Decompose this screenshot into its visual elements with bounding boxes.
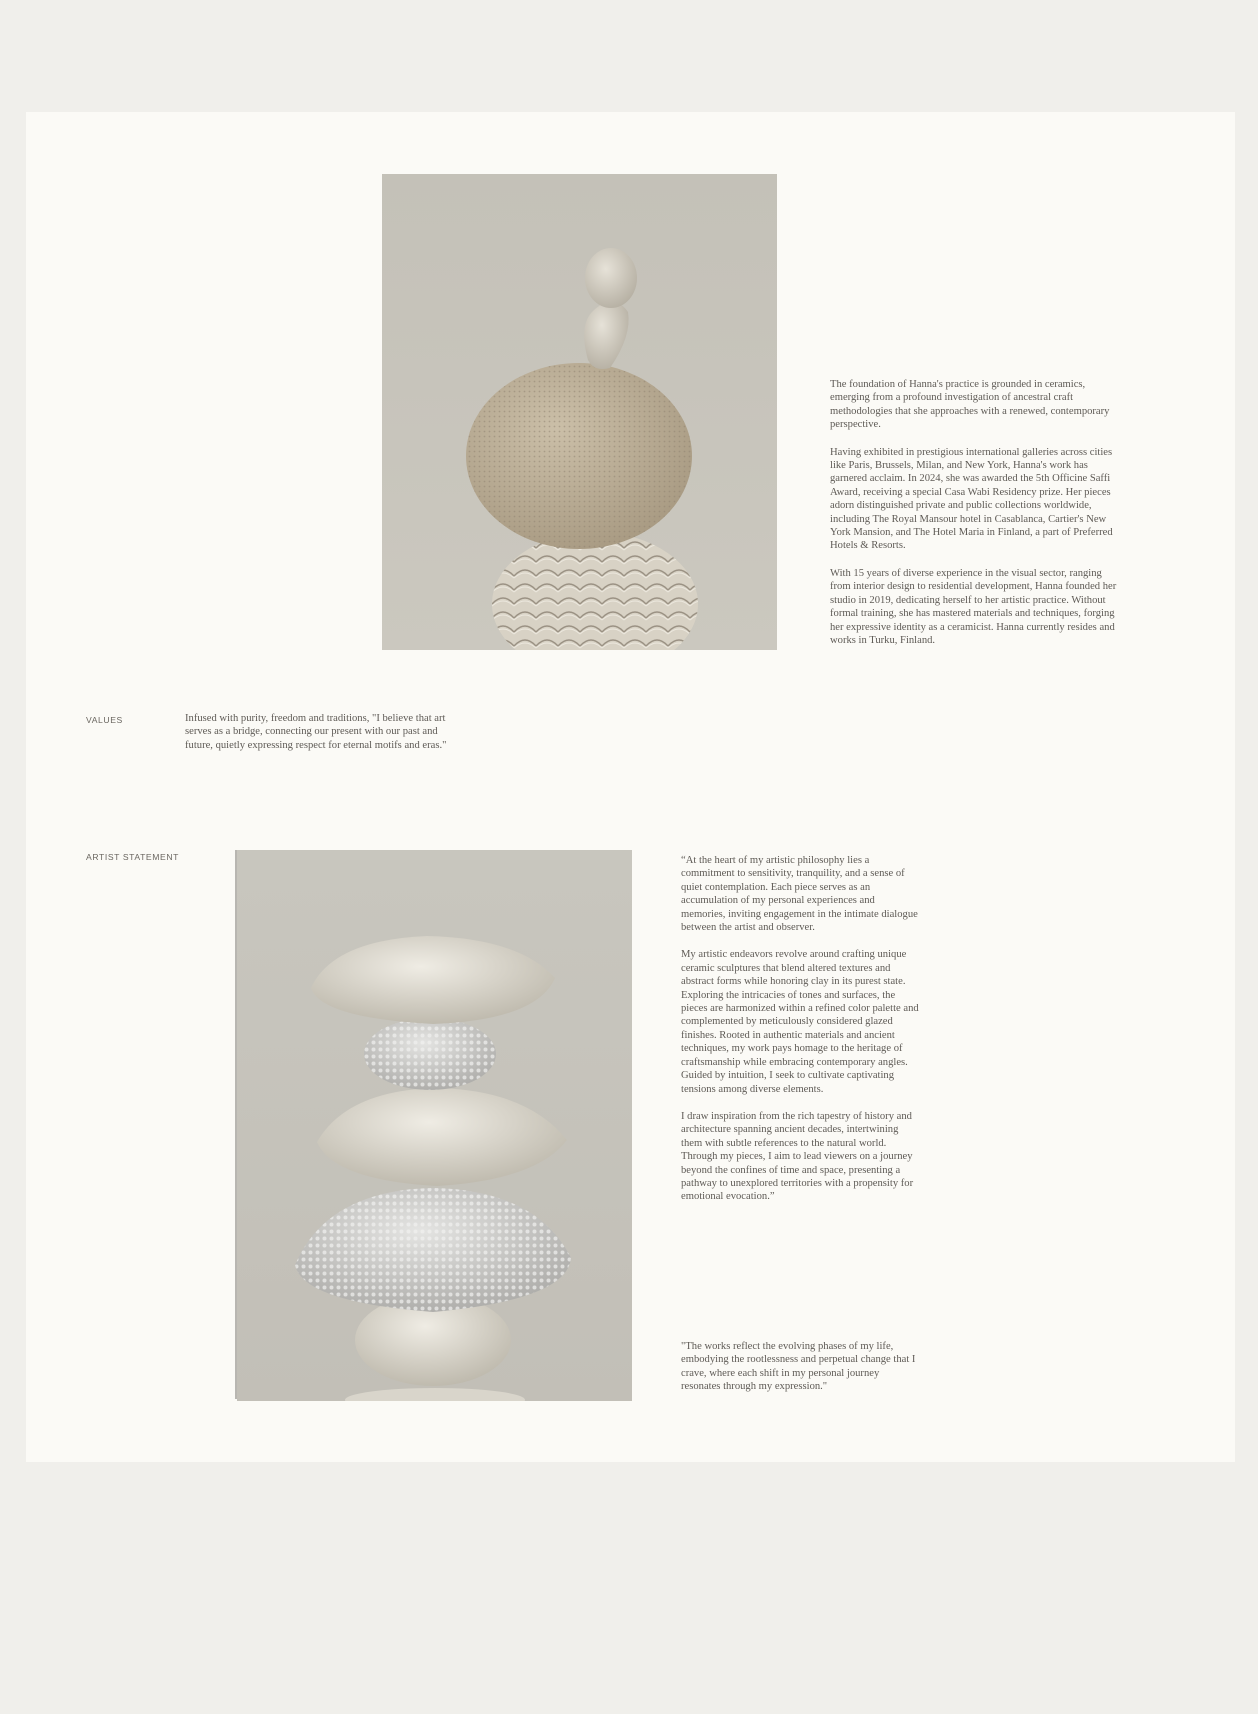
about-paragraph: The foundation of Hanna's practice is grounded in ceramics, emerging from a profound investigation of ancestral craft methodologies that she approaches with a renewed, contemporary perspective. — [830, 379, 1110, 431]
sculpture-photo-stones — [382, 174, 777, 650]
content-card — [26, 112, 1235, 1462]
quote-paragraph: "The works reflect the evolving phases of my life, embodying the rootlessness and perpetual change that I crave, where each shift in my personal journey resonates through my expression." — [681, 1341, 916, 1393]
statement-paragraph: I draw inspiration from the rich tapestry of history and architecture spanning ancient decades, intertwining them with subtle references to the natural world. Through my pieces, I aim to lead viewers on a journey beyond the confines of time and space, presenting a pathway to unexplored territories with a propensity for emotional evocation.” — [681, 1110, 914, 1203]
values-text — [185, 712, 459, 766]
statement-quote — [681, 1340, 921, 1408]
about-text — [830, 378, 1122, 661]
about-paragraph: Having exhibited in prestigious international galleries across cities like Paris, Brussels, Milan, and New York, Hanna's work has garnered acclaim. In 2024, she was awarded the 5th Officine Saffi Award, receiving a special Casa Wabi Residency prize. Her pieces adorn distinguished private and public collections worldwide, including The Royal Mansour hotel in Casablanca, Cartier's New York Mansion, and The Hotel Maria in Finland, a part of Preferred Hotels & Resorts. — [830, 446, 1113, 552]
sculpture-photo-pillows — [237, 850, 632, 1401]
values-paragraph: Infused with purity, freedom and traditions, "I believe that art serves as a bridge, connecting our present with our past and future, quietly expressing respect for eternal motifs and eras." — [185, 713, 447, 751]
artist-statement-label: ARTIST STATEMENT — [86, 852, 179, 862]
statement-paragraph: “At the heart of my artistic philosophy lies a commitment to sensitivity, tranquility, and a sense of quiet contemplation. Each piece serves as an accumulation of my personal experiences and memories, inviting engagement in the intimate dialogue between the artist and observer. — [681, 855, 918, 934]
about-paragraph: With 15 years of diverse experience in the visual sector, ranging from interior design to residential development, Hanna founded her studio in 2019, dedicating herself to her artistic practice. Without formal training, she has mastered materials and techniques, forging her expressive identity as a ceramicist. Hanna currently resides and works in Turku, Finland. — [830, 567, 1117, 646]
statement-paragraph: My artistic endeavors revolve around crafting unique ceramic sculptures that blend altered textures and abstract forms while honoring clay in its purest state. Exploring the intricacies of tones and surfaces, the pieces are harmonized within a refined color palette and complemented by meticulously considered glazed finishes. Rooted in authentic materials and ancient techniques, my work pays homage to the heritage of craftsmanship while embracing contemporary angles. Guided by intuition, I seek to cultivate captivating tensions among diverse elements. — [681, 949, 919, 1095]
statement-text — [681, 854, 921, 1218]
values-label: VALUES — [86, 715, 123, 725]
